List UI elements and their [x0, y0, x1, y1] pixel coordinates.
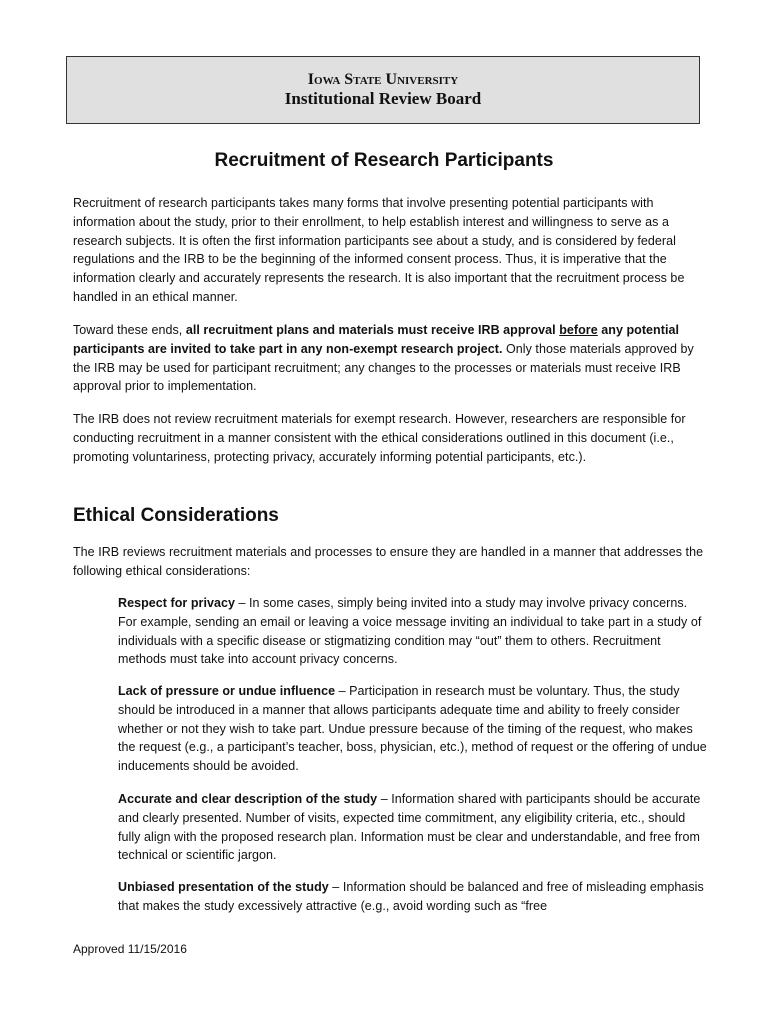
approval-date-footer: Approved 11/15/2016: [73, 942, 187, 956]
consideration-text: – Information should be balanced and free of misleading emphasis that makes the study excessively attractive (e.g., avoid wording such as “free: [118, 880, 704, 913]
header-box: [66, 56, 700, 124]
consideration-text: – Information shared with participants should be accurate and clearly presented. Number of visits, expected time commitment, any eligibility criteria, etc., should fully align with the proposed research plan. Information must be clear and understandable, and free from technical or scientific jargon.: [118, 792, 701, 863]
consideration-text: – In some cases, simply being invited into a study may involve privacy concerns. For example, sending an email or leaving a voice message inviting an individual to take part in a study of individuals with a specific disease or stigmatizing condition may “out” them to others. Recruitment methods must take into account privacy concerns.: [118, 596, 702, 667]
consideration-privacy: [118, 594, 708, 669]
consideration-unbiased: [118, 878, 708, 916]
intro-paragraph: Recruitment of research participants takes many forms that involve presenting potential participants with information about the study, prior to their enrollment, to help establish interest and willingness to serve as a research subjects. It is often the first information participants see about a study, and is considered by federal regulations and the IRB to be the beginning of the informed consent process. Thus, it is imperative that the information clearly and accurately represents the research. It is also important that the recruitment process be handled in an ethical manner.: [73, 196, 685, 304]
section-heading: Ethical Considerations: [73, 505, 279, 526]
exempt-paragraph: The IRB does not review recruitment materials for exempt research. However, researchers are responsible for conducting recruitment in a manner consistent with the ethical considerations outlined in this document (i.e., promoting voluntariness, protecting privacy, accurately informing potential participants, etc.).: [73, 412, 686, 464]
consideration-term: Unbiased presentation of the study: [118, 880, 329, 894]
consideration-term: Respect for privacy: [118, 596, 235, 610]
considerations-intro: The IRB reviews recruitment materials and processes to ensure they are handled in a manner that addresses the following ethical considerations:: [73, 545, 704, 578]
board-name: Institutional Review Board: [284, 89, 482, 108]
approval-lead: Toward these ends,: [73, 323, 186, 337]
consideration-term: Lack of pressure or undue influence: [118, 684, 336, 698]
approval-bold-1: all recruitment plans and materials must receive IRB approval: [185, 323, 560, 337]
approval-rest: Only those materials approved by the IRB may be used for participant recruitment; any changes to the processes or materials must receive IRB approval prior to implementation.: [73, 341, 694, 394]
consideration-term: Accurate and clear description of the study: [118, 792, 378, 806]
consideration-pressure: [118, 682, 708, 776]
document-title: Recruitment of Research Participants: [214, 150, 554, 171]
approval-bold-2: any potential participants are invited to take part in any non-exempt research project.: [73, 323, 680, 356]
approval-before: before: [559, 323, 598, 337]
approval-paragraph: [73, 321, 707, 396]
consideration-accuracy: [118, 790, 708, 865]
consideration-text: – Participation in research must be voluntary. Thus, the study should be introduced in a manner that allows participants adequate time and ability to freely consider whether or not they wish to take part. Undue pressure because of the timing of the request, who makes the request (e.g., a participant’s teacher, boss, physician, etc.), method of request or the offering of undue inducements should be avoided.: [118, 684, 707, 774]
university-name: Iowa State University: [307, 71, 459, 88]
